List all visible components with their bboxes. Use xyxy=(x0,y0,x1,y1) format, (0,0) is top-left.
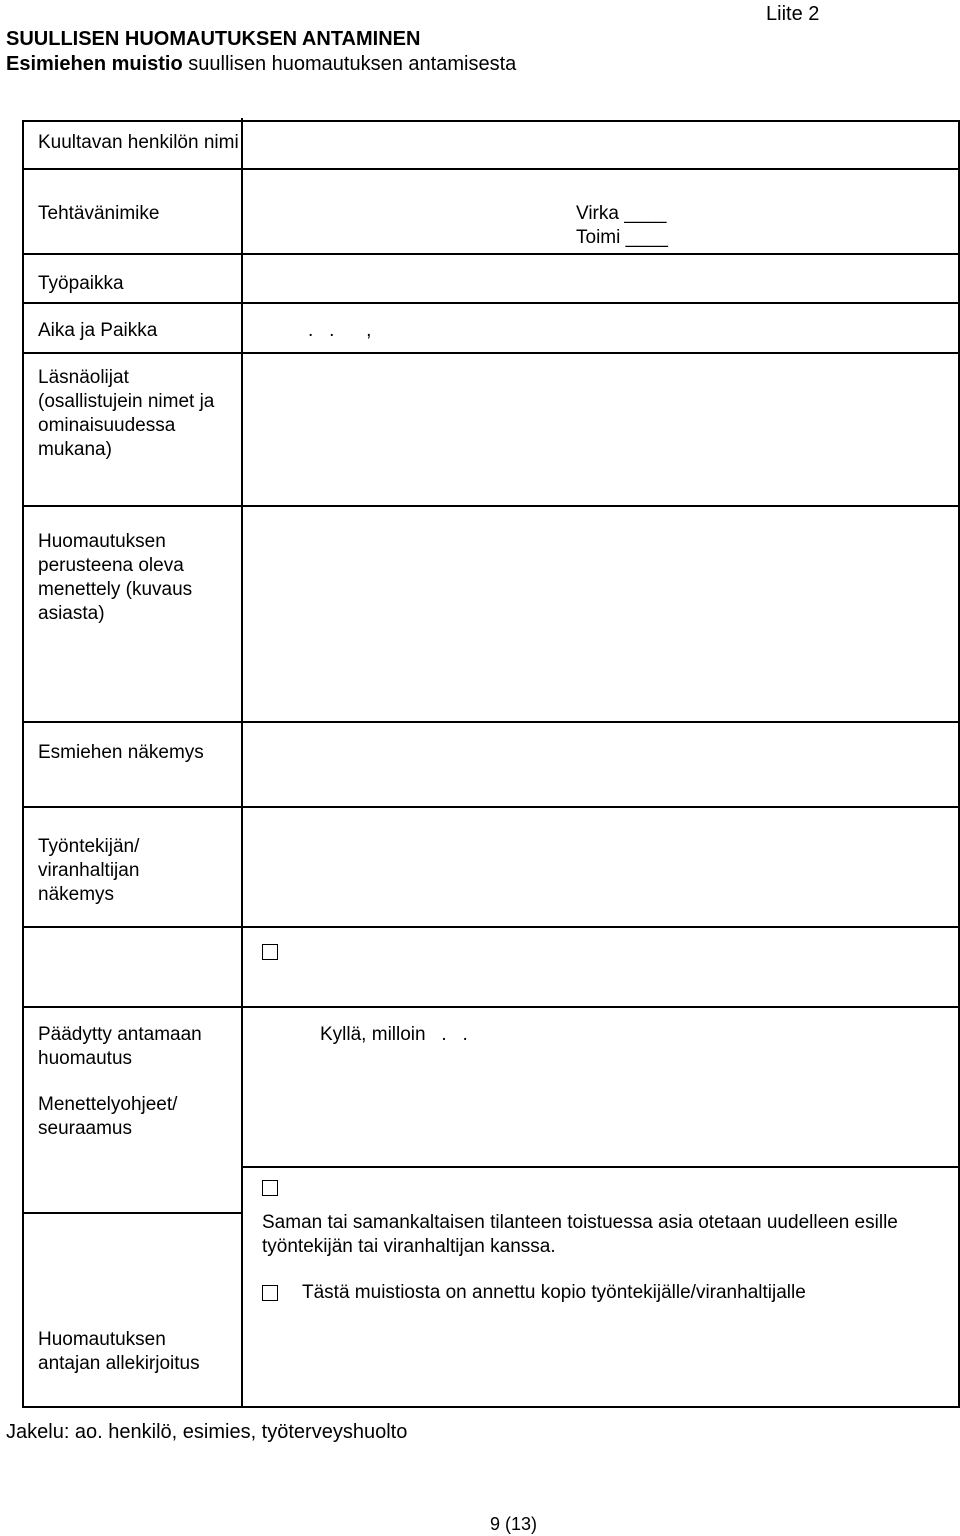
procedure-checkbox[interactable] xyxy=(262,1180,278,1196)
row-divider xyxy=(22,505,960,507)
basis-label: Huomautuksen perusteena oleva menettely (kuvaus asiasta) xyxy=(38,531,193,624)
row-divider-right xyxy=(243,1166,960,1168)
row-divider xyxy=(22,253,960,255)
row-divider xyxy=(22,806,960,808)
decision-value: Kyllä, milloin . . xyxy=(320,1024,468,1045)
row-divider xyxy=(22,1006,960,1008)
appendix-label: Liite 2 xyxy=(766,3,820,25)
row-divider-left xyxy=(22,1212,243,1214)
row-divider xyxy=(22,302,960,304)
subtitle-rest: suullisen huomautuksen antamisesta xyxy=(182,53,517,75)
time-place-value: . . , xyxy=(308,320,372,341)
row-divider xyxy=(22,352,960,354)
decision-checkbox[interactable] xyxy=(262,944,278,960)
attendees-label: Läsnäolijat (osallistujein nimet ja ominaisuudessa mukana) xyxy=(38,367,215,460)
form-title: SUULLISEN HUOMAUTUKSEN ANTAMINEN xyxy=(6,28,421,50)
job-title-label: Tehtävänimike xyxy=(38,203,160,224)
page-number: 9 (13) xyxy=(490,1514,538,1534)
row-divider xyxy=(22,721,960,723)
subtitle-bold: Esimiehen muistio xyxy=(6,53,183,75)
procedure-text: Saman tai samankaltaisen tilanteen toistuessa asia otetaan uudelleen esille työntekijän tai viranhaltijan kanssa. xyxy=(262,1212,898,1257)
name-label: Kuultavan henkilön nimi xyxy=(38,132,239,153)
time-place-label: Aika ja Paikka xyxy=(38,320,158,341)
distribution-note: Jakelu: ao. henkilö, esimies, työterveyshuolto xyxy=(6,1421,408,1443)
form-subtitle xyxy=(6,52,516,76)
employee-view-label: Työntekijän/ viranhaltijan näkemys xyxy=(38,836,140,905)
copy-checkbox[interactable] xyxy=(262,1285,278,1301)
table-left-border xyxy=(22,120,24,1408)
decision-label: Päädytty antamaan huomautus xyxy=(38,1024,202,1069)
table-top-border xyxy=(22,120,960,122)
copy-note: Tästä muistiosta on annettu kopio työntekijälle/viranhaltijalle xyxy=(302,1282,806,1303)
table-bottom-border xyxy=(22,1406,960,1408)
row-divider xyxy=(22,168,960,170)
row-divider xyxy=(22,926,960,928)
column-divider xyxy=(241,118,243,1408)
toimi-option: Toimi ____ xyxy=(576,227,668,248)
signature-label: Huomautuksen antajan allekirjoitus xyxy=(38,1329,200,1374)
supervisor-view-label: Esmiehen näkemys xyxy=(38,742,204,763)
workplace-label: Työpaikka xyxy=(38,273,124,294)
procedure-label: Menettelyohjeet/ seuraamus xyxy=(38,1094,178,1139)
virka-option: Virka ____ xyxy=(576,203,667,224)
